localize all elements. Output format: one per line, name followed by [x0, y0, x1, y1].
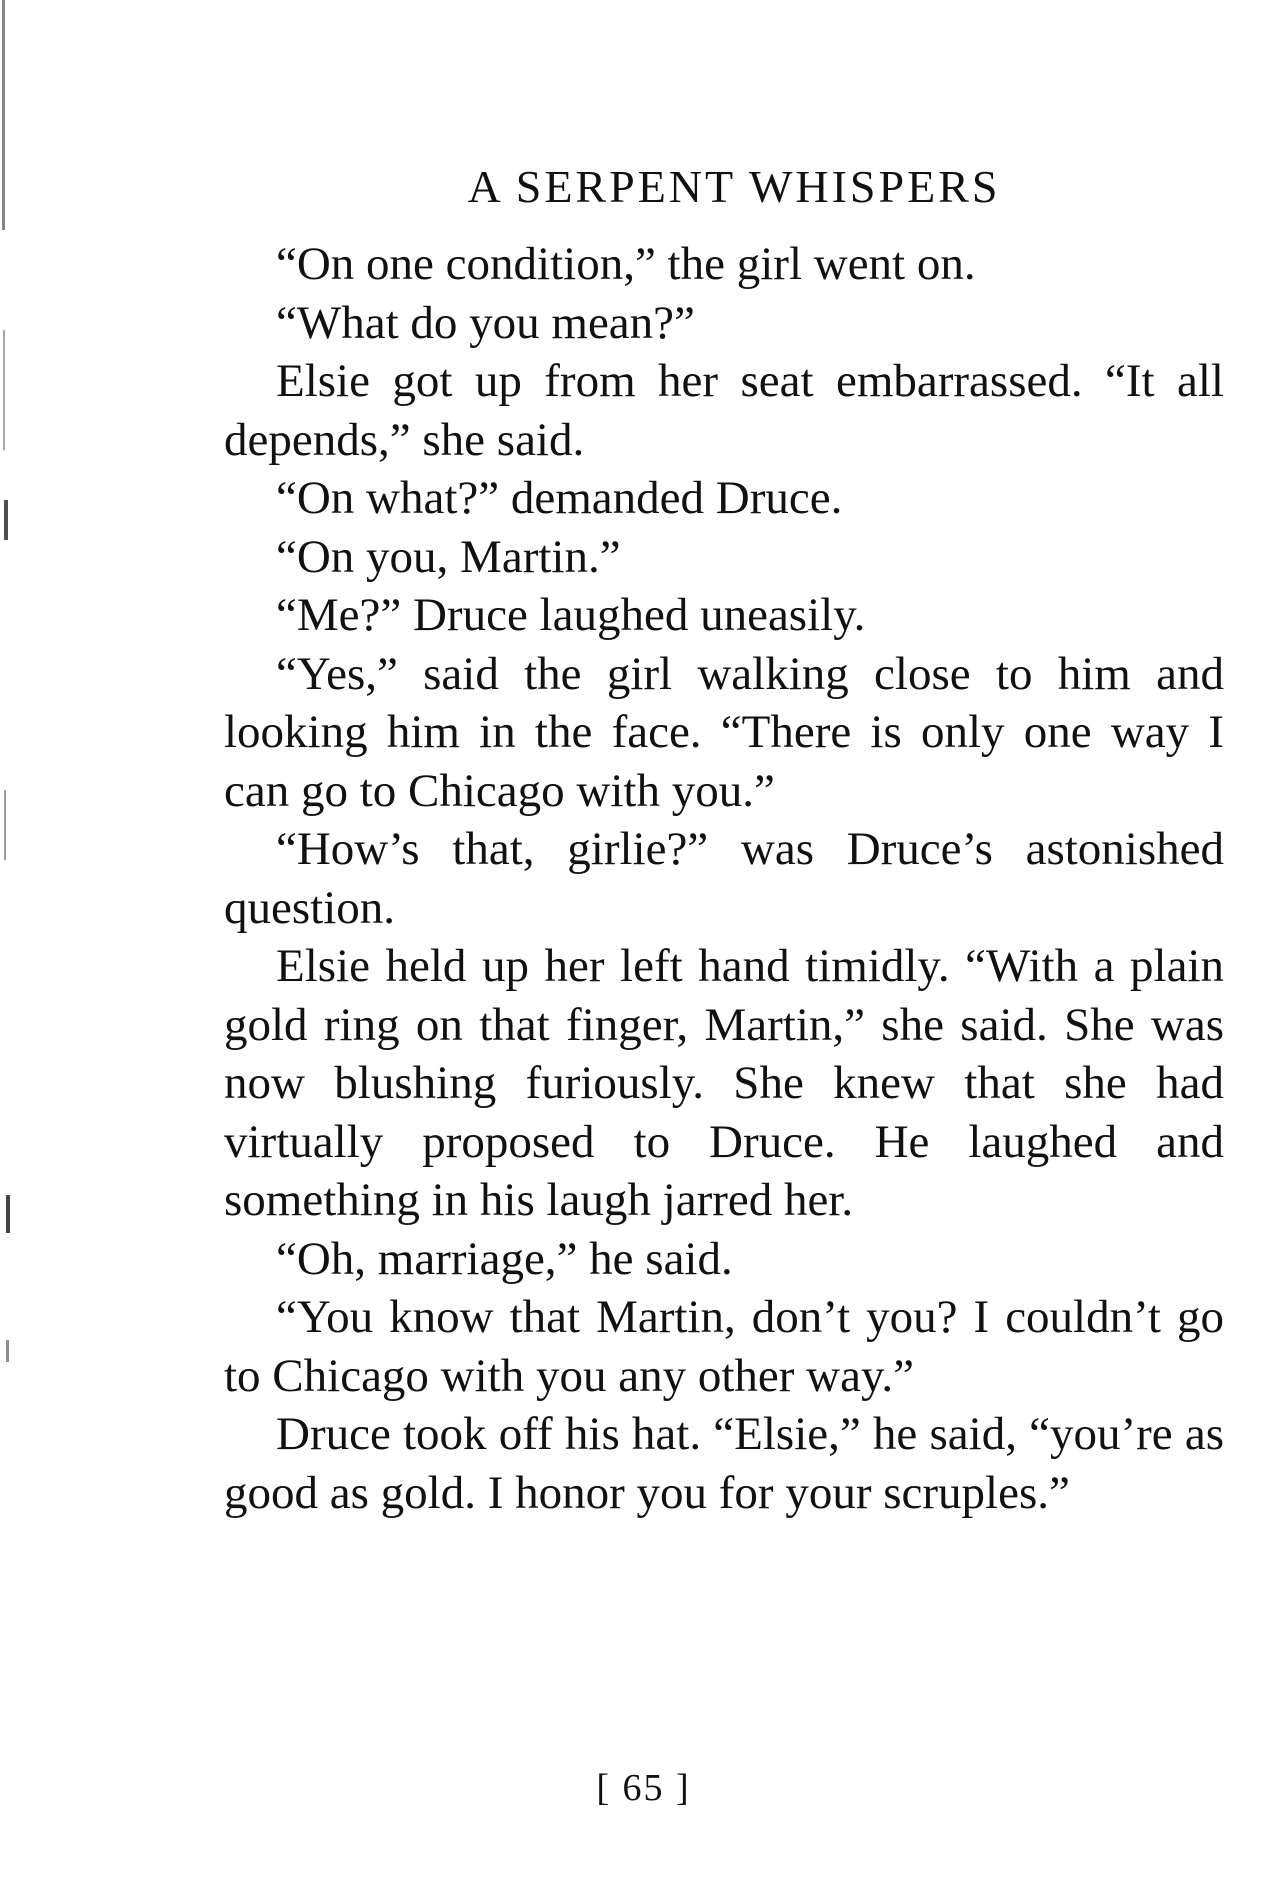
paragraph: “Yes,” said the girl walking close to him and looking him in the face. “There is only one way I can go to Chicago with you.”	[224, 647, 1224, 817]
paragraph: Elsie got up from her seat embarrassed. “It all depends,” she said.	[224, 355, 1224, 466]
binding-edge-mark	[2, 0, 5, 230]
page-number: [ 65 ]	[596, 1767, 691, 1809]
paragraph: “Oh, marriage,” he said.	[276, 1232, 733, 1285]
binding-edge	[0, 0, 14, 1893]
paragraph: Druce took off his hat. “Elsie,” he said, “you’re as good as gold. I honor you for your scruples.”	[224, 1408, 1224, 1519]
paragraph: “What do you mean?”	[276, 296, 695, 349]
paragraph: “How’s that, girlie?” was Druce’s astonished question.	[224, 823, 1224, 934]
paragraph: “You know that Martin, don’t you? I couldn’t go to Chicago with you any other way.”	[224, 1291, 1224, 1402]
paragraph: “Me?” Druce laughed uneasily.	[276, 589, 866, 641]
paragraph: “On one condition,” the girl went on.	[276, 238, 976, 290]
binding-edge-mark	[6, 1340, 9, 1362]
paragraph: “On you, Martin.”	[276, 530, 621, 583]
binding-edge-mark	[3, 330, 5, 450]
binding-edge-mark	[6, 1195, 10, 1233]
paragraph: Elsie held up her left hand timidly. “With a plain gold ring on that finger, Martin,” she said. She was now blushing furiously. She knew that she had virtually proposed to Druce. He laughed and something in his laugh jarred her.	[224, 940, 1224, 1226]
binding-edge-mark	[4, 500, 8, 540]
binding-edge-mark	[4, 790, 6, 860]
running-head: A SERPENT WHISPERS	[467, 161, 1001, 212]
book-page	[224, 160, 1224, 1522]
paragraph: “On what?” demanded Druce.	[276, 472, 843, 524]
